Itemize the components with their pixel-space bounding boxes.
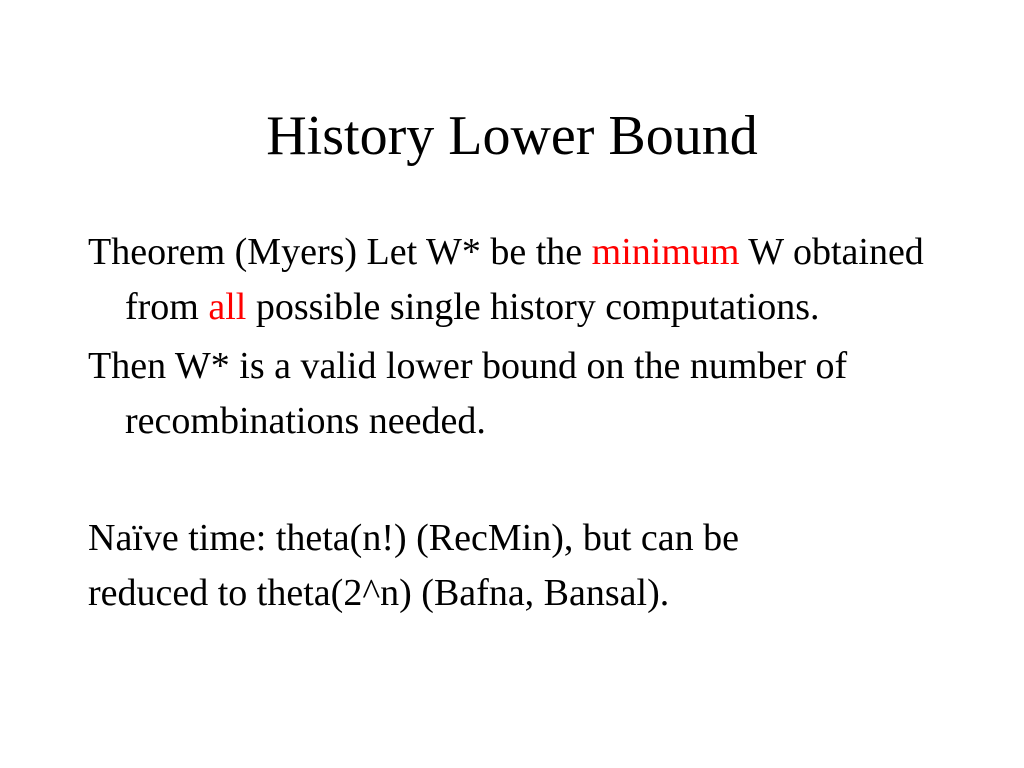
then-paragraph: Then W* is a valid lower bound on the number of recombinations needed. <box>88 345 848 442</box>
highlight-minimum: minimum <box>591 231 740 273</box>
naive-time-line: Naïve time: theta(n!) (RecMin), but can be <box>88 517 740 559</box>
theorem-text-2: W obtained from <box>125 231 924 328</box>
slide-title: History Lower Bound <box>266 105 758 167</box>
theorem-text-3: possible single history computations. <box>246 286 820 328</box>
paragraph-spacer <box>88 453 948 511</box>
theorem-text-1: Theorem (Myers) Let W* be the <box>88 231 592 273</box>
theorem-paragraph <box>88 225 948 335</box>
highlight-all: all <box>208 286 247 328</box>
slide-body <box>88 225 948 621</box>
reduced-time-line: reduced to theta(2^n) (Bafna, Bansal). <box>88 572 670 614</box>
